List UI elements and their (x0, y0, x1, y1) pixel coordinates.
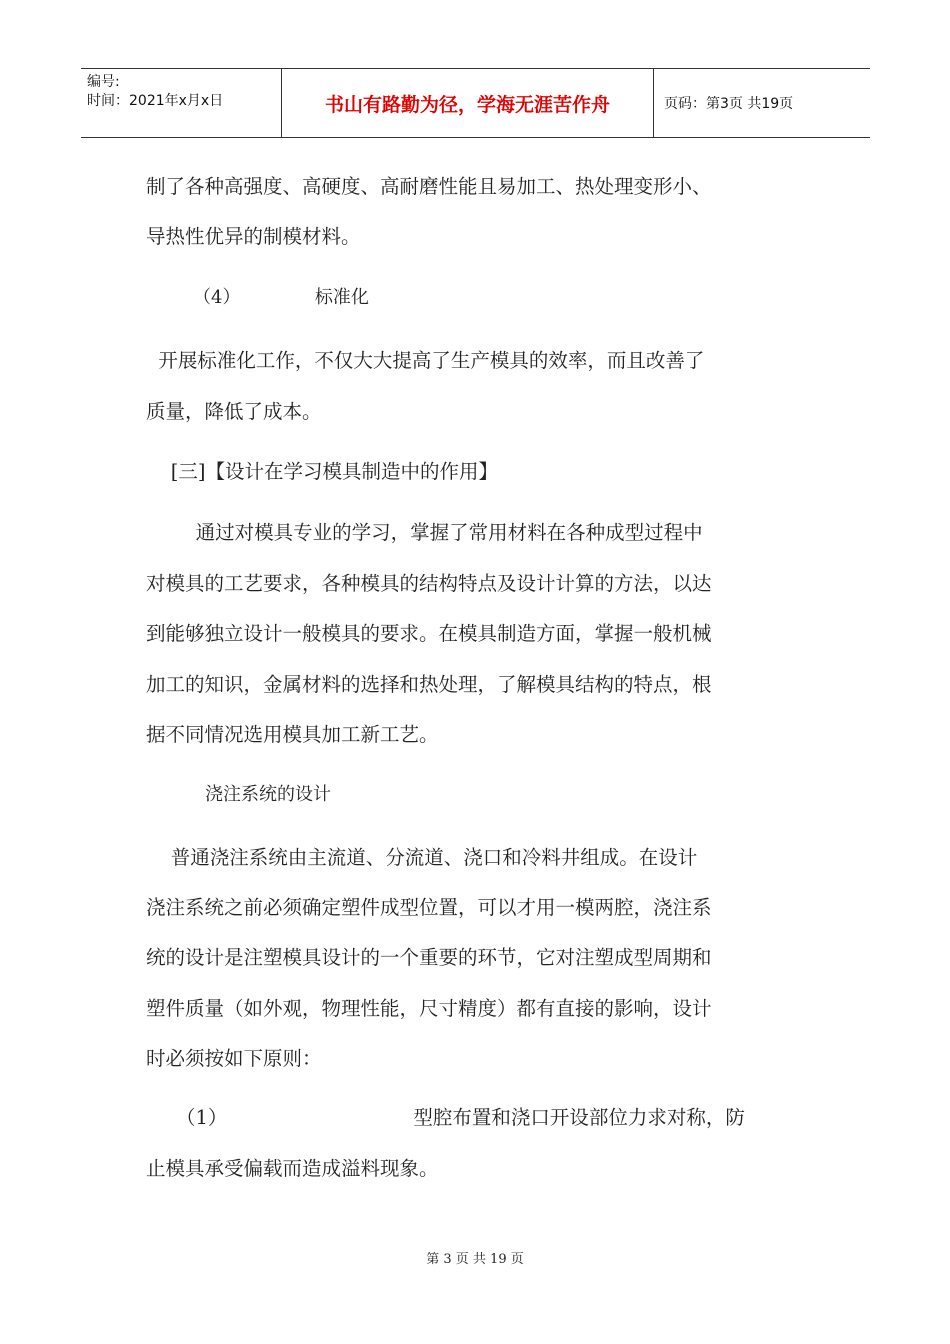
body-line: 通过对模具专业的学习，掌握了常用材料在各种成型过程中 (146, 521, 703, 544)
body-line: 浇注系统之前必须确定塑件成型位置，可以才用一模两腔，浇注系 (146, 896, 712, 919)
header-motto: 书山有路勤为径，学海无涯苦作舟 (282, 69, 654, 137)
body-line: 止模具承受偏载而造成溢料现象。 (146, 1157, 439, 1180)
body-line: 据不同情况选用模具加工新工艺。 (146, 723, 439, 746)
header-page-info: 页码：第3页 共19页 (664, 96, 794, 112)
body-line: 制了各种高强度、高硬度、高耐磨性能且易加工、热处理变形小、 (146, 175, 712, 198)
body-line: 质量，降低了成本。 (146, 400, 322, 423)
number-label: 编号: (87, 74, 120, 90)
body-line: 到能够独立设计一般模具的要求。在模具制造方面，掌握一般机械 (146, 622, 712, 645)
body-line: 加工的知识，金属材料的选择和热处理，了解模具结构的特点，根 (146, 673, 712, 696)
body-line: （1） 型腔布置和浇口开设部位力求对称，防 (176, 1106, 745, 1129)
body-line: 普通浇注系统由主流道、分流道、浇口和冷料井组成。在设计 (146, 846, 698, 869)
body-line: 塑件质量（如外观，物理性能，尺寸精度）都有直接的影响，设计 (146, 997, 712, 1020)
date-label: 时间：2021年x月x日 (87, 93, 224, 109)
header-meta (81, 69, 282, 137)
section-heading-gating: 浇注系统的设计 (205, 784, 331, 805)
body-line: 时必须按如下原则： (146, 1047, 322, 1070)
body-line: 统的设计是注塑模具设计的一个重要的环节，它对注塑成型周期和 (146, 946, 712, 969)
section-heading-4: （4） 标准化 (193, 287, 369, 308)
section-heading-3: [三]【设计在学习模具制造中的作用】 (146, 460, 499, 483)
body-line: 开展标准化工作，不仅大大提高了生产模具的效率，而且改善了 (146, 349, 705, 372)
page-header (81, 68, 870, 138)
body-line: 导热性优异的制模材料。 (146, 225, 361, 248)
page-footer: 第 3 页 共 19 页 (426, 1252, 524, 1267)
body-line: 对模具的工艺要求，各种模具的结构特点及设计计算的方法，以达 (146, 572, 712, 595)
